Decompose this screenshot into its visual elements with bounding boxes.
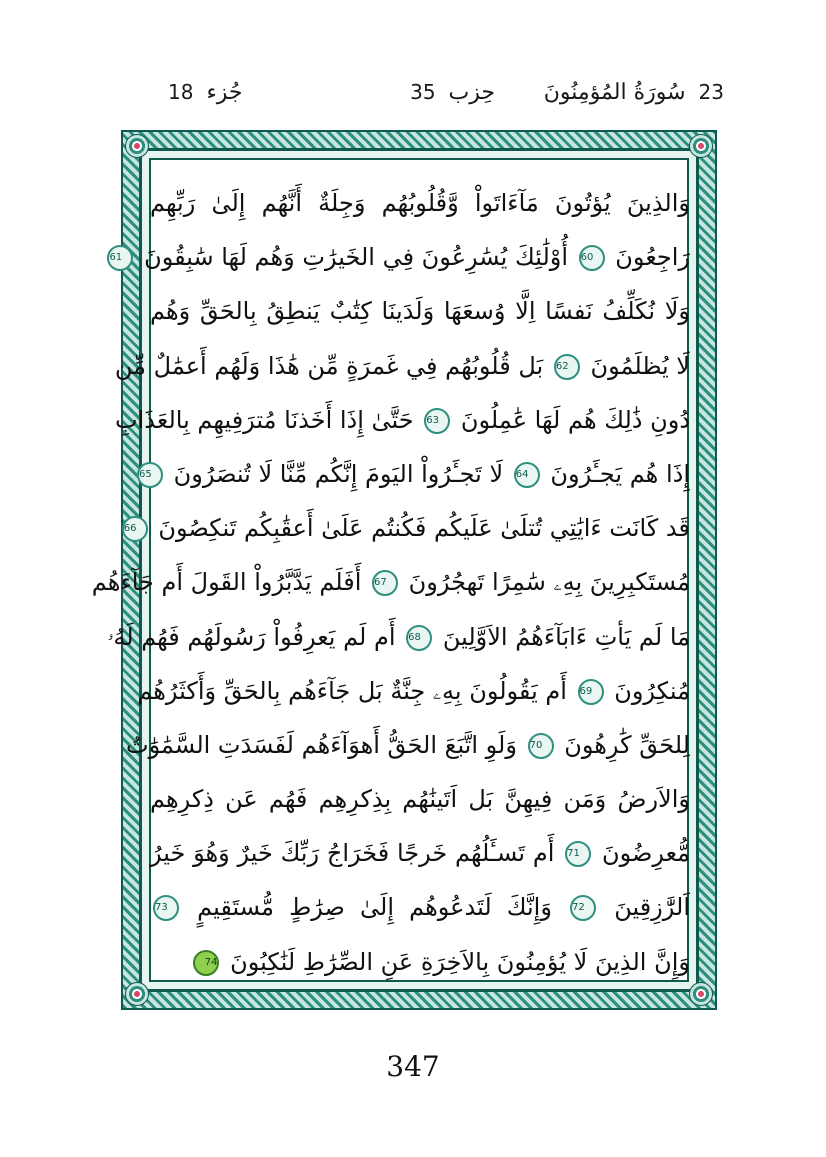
text-line: [150, 880, 690, 934]
verse-text: حَتَّىٰ إِذَا أَخَذنَا مُترَفِيهِم بِالعَذَابِ: [115, 405, 414, 434]
juz-label: [162, 80, 243, 105]
verse-text: وَالاَرضُ وَمَن فِيهِنَّ بَل اَتَينَٰهُم بِذِكرِهِم فَهُم عَن ذِكرِهِم: [150, 785, 690, 814]
verse-text: رَاجِعُونَ: [615, 243, 690, 272]
verse-text: لَا يُظلَمُونَ: [590, 351, 690, 380]
text-line: [123, 501, 690, 555]
hizb-word: حِزب: [448, 80, 495, 105]
ayah-number-marker: 65: [137, 462, 163, 488]
verse-text: دُونِ ذَٰلِكَ هُم لَهَا عَٰمِلُونَ: [460, 405, 690, 434]
corner-rosette: [125, 134, 149, 158]
ayah-number-marker-highlighted: 74: [193, 950, 219, 976]
verse-text: مُنكِرُونَ: [614, 676, 690, 705]
ayah-number-marker: 63: [424, 408, 450, 434]
hizb-number: 35: [410, 80, 436, 104]
surah-name: سُورَةُ المُؤمِنُونَ: [543, 80, 686, 105]
text-line: [115, 393, 690, 447]
corner-rosette: [689, 982, 713, 1006]
surah-number: 23: [698, 80, 724, 104]
text-line: [150, 826, 690, 880]
page-header: [150, 80, 740, 120]
verse-text: وَلَوِ اتَّبَعَ الحَقُّ أَهوَآءَهُم لَفَسَدَتِ السَّمَٰوَٰتُ: [126, 730, 517, 759]
verse-text: وَالذِينَ يُؤتُونَ مَآءَاتَواْ وَّقُلُوبُهُم وَجِلَةٌ أَنَّهُم إِلَىٰ رَبِّهِم: [150, 189, 690, 217]
corner-rosette: [689, 134, 713, 158]
text-line: [150, 935, 690, 989]
page-number: 347: [386, 1050, 440, 1083]
text-line: [114, 339, 690, 393]
corner-rosette: [125, 982, 149, 1006]
verse-text: إِذَا هُم يَجـَٔرُونَ: [550, 459, 690, 488]
text-line: [91, 555, 690, 609]
ayah-number-marker: 70: [528, 733, 554, 759]
text-line: [137, 664, 690, 718]
juz-word: جُزء: [206, 80, 243, 105]
verse-text: بَل قُلُوبُهُم فِي غَمرَةٍ مِّن هَٰذَا وَلَهُم أَعمَٰلٌ مِّن: [114, 351, 544, 380]
verse-text: لِلحَقِّ كَٰرِهُونَ: [564, 730, 690, 759]
verse-text: مُّعرِضُونَ: [601, 839, 691, 868]
ayah-number-marker: 61: [107, 245, 133, 271]
quran-text: [91, 176, 691, 989]
verse-text: أُوْلَٰئِكَ يُسَٰرِعُونَ فِي الخَيرَٰتِ وَهُم لَهَا سَٰبِقُونَ: [144, 243, 569, 272]
text-line: [150, 176, 690, 230]
verse-text: مَا لَم يَأتِ ءَابَآءَهُمُ الاَوَّلِينَ: [442, 622, 690, 651]
verse-text: أَم تَسـَٔلُهُم خَرجًا فَخَرَاجُ رَبِّكَ خَيرٌ وَهُوَ خَيرُ: [150, 839, 555, 868]
ayah-number-marker: 60: [579, 245, 605, 271]
ayah-number-marker: 71: [565, 841, 591, 867]
verse-text: مُستَكبِرِينَ بِهِۦ سَٰمِرًا تَهجُرُونَ: [408, 568, 690, 597]
verse-text: قَد كَانَت ءَايَٰتِي تُتلَىٰ عَلَيكُم فَكُنتُم عَلَىٰ أَعقَٰبِكُم تَنكِصُونَ: [158, 514, 690, 543]
text-line: [107, 610, 690, 664]
hizb-label: [404, 80, 495, 105]
text-line: [109, 230, 690, 284]
verse-text: وَإِنَّكَ لَتَدعُوهُم إِلَىٰ صِرَٰطٍ مُّستَقِيمٍ: [197, 893, 552, 922]
text-line: [150, 772, 690, 826]
surah-title: [544, 80, 730, 105]
ayah-number-marker: 64: [514, 462, 540, 488]
verse-text: لَا تَجـَٔرُواْ اليَومَ إِنَّكُم مِّنَّا لَا تُنصَرُونَ: [173, 459, 504, 488]
verse-text: أَفَلَم يَدَّبَّرُواْ القَولَ أَم جَآءَهُم: [91, 568, 362, 597]
ayah-number-marker: 73: [153, 895, 179, 921]
text-line: [150, 284, 690, 338]
ayah-number-marker: 69: [578, 679, 604, 705]
verse-text: وَلَا نُكَلِّفُ نَفسًا اِلَّا وُسعَهَا وَلَدَينَا كِتَٰبٌ يَنطِقُ بِالحَقِّ وَهُم: [150, 297, 690, 326]
ayah-number-marker: 68: [406, 625, 432, 651]
verse-text: أَم لَم يَعرِفُواْ رَسُولَهُم فَهُم لَهُۥ: [107, 622, 396, 651]
text-line: [138, 447, 690, 501]
text-line: [126, 718, 690, 772]
ayah-number-marker: 72: [570, 895, 596, 921]
ayah-number-marker: 62: [554, 354, 580, 380]
verse-text: وَإِنَّ الذِينَ لَا يُؤمِنُونَ بِالاَخِرَةِ عَنِ الصِّرَٰطِ لَنَٰكِبُونَ: [230, 947, 690, 976]
ayah-number-marker: 67: [372, 570, 398, 596]
juz-number: 18: [168, 80, 194, 104]
verse-text: اَلرَّٰزِقِينَ: [614, 893, 690, 922]
ayah-number-marker: 66: [122, 516, 148, 542]
verse-text: أَم يَقُولُونَ بِهِۦ جِنَّةٌ بَل جَآءَهُم بِالحَقِّ وَأَكثَرُهُم: [137, 676, 567, 705]
